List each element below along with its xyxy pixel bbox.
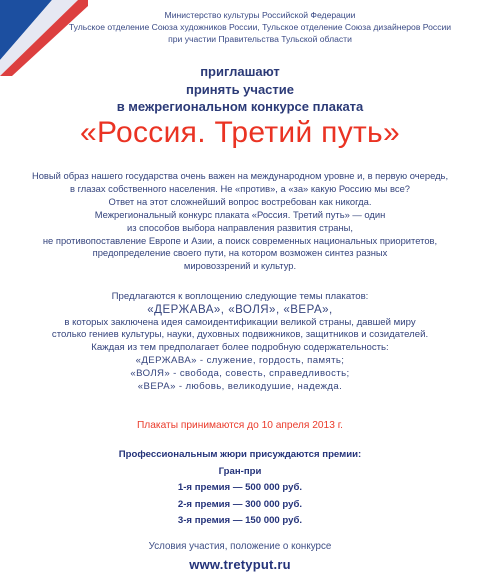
contest-title: «Россия. Третий путь» [80, 116, 400, 149]
intro-line: не противопоставление Европе и Азии, а поиск современных национальных приоритетов, [42, 234, 438, 246]
prize-third: 3-я премия — 150 000 руб. [177, 515, 303, 527]
intro-line: Ответ на этот сложнейший вопрос востребован как никогда. [108, 195, 372, 207]
theme-definition: «ВЕРА» - любовь, великодушие, надежда. [137, 380, 343, 392]
prizes-heading: Профессиональным жюри присуждаются премии: [118, 449, 362, 460]
organizers-block [60, 9, 460, 45]
footer [0, 540, 480, 574]
organizer-line: при участии Правительства Тульской области [168, 34, 352, 44]
website-link[interactable]: www.tretyput.ru [189, 557, 291, 572]
prize-second: 2-я премия — 300 000 руб. [177, 498, 303, 510]
themes-description: Каждая из тем предполагает более подробную содержательность: [91, 342, 389, 354]
themes-description: в которых заключена идея самоидентификации великой страны, давшей миру [64, 316, 416, 328]
organizer-line: Тульское отделение Союза художников России, Тульское отделение Союза дизайнеров России [68, 22, 452, 32]
intro-paragraph [0, 170, 480, 273]
intro-line: из способов выбора направления развития страны, [126, 221, 354, 233]
invitation-heading [0, 63, 480, 116]
themes-lead: Предлагаются к воплощению следующие темы плакатов: [111, 291, 369, 302]
invitation-line: приглашают [200, 64, 280, 79]
themes-description: столько гениев культуры, науки, духовных подвижников, защитников и созидателей. [51, 329, 429, 341]
intro-line: Новый образ нашего государства очень важен на международном уровне и, в первую очередь, [31, 170, 449, 181]
invitation-line: в межрегиональном конкурсе плаката [116, 99, 364, 115]
theme-definition: «ВОЛЯ» - свобода, совесть, справедливость; [130, 367, 350, 379]
themes-names: «ДЕРЖАВА», «ВОЛЯ», «ВЕРА», [147, 303, 333, 316]
invitation-line: принять участие [185, 81, 295, 97]
intro-line: мировоззрений и культур. [183, 260, 297, 272]
theme-definition: «ДЕРЖАВА» - служение, гордость, память; [135, 354, 345, 366]
prize-first: 1-я премия — 500 000 руб. [177, 482, 303, 494]
conditions-text: Условия участия, положение о конкурсе [148, 541, 332, 552]
intro-line: в глазах собственного населения. Не «против», а «за» какую Россию мы все? [69, 182, 411, 194]
prize-grand: Гран-при [218, 465, 262, 477]
deadline-notice: Плакаты принимаются до 10 апреля 2013 г. [136, 420, 343, 431]
prizes-section [0, 447, 480, 530]
intro-line: Межрегиональный конкурс плаката «Россия. Третий путь» — один [94, 208, 386, 220]
themes-section [0, 291, 480, 393]
organizer-line: Министерство культуры Российской Федерации [164, 10, 356, 20]
intro-line: предопределение своего пути, на котором возможен синтез разных [92, 247, 388, 259]
